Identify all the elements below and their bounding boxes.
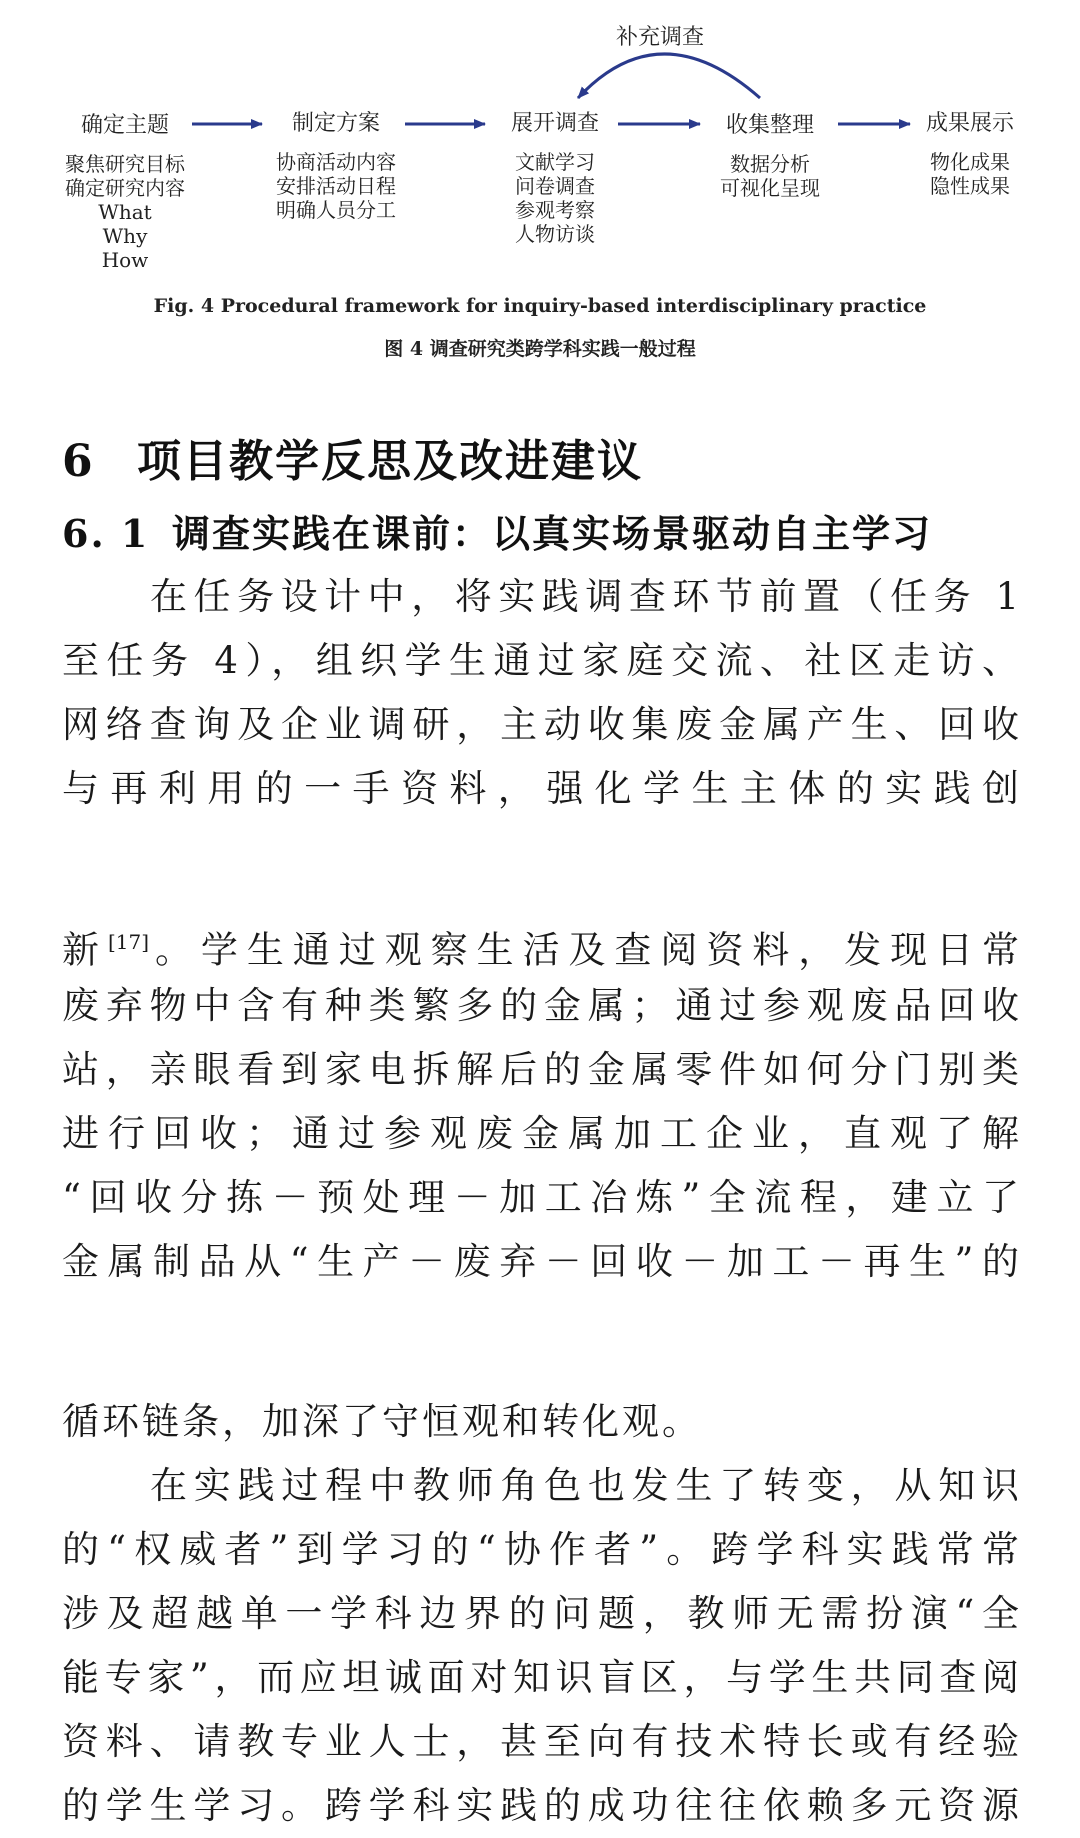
figure-caption-en: Fig. 4 Procedural framework for inquiry-based interdisciplinary practice	[153, 295, 927, 317]
stage-item: 安排活动日程	[276, 174, 396, 198]
text-line: 在任务设计中，将实践调查环节前置（任务 1	[150, 575, 1022, 618]
stage-item: 数据分析	[730, 152, 810, 176]
text-line	[62, 910, 1022, 974]
paragraph-block-1	[62, 565, 1022, 821]
text-fragment: 。学生通过观察生活及查阅资料，发现日常	[149, 928, 1023, 972]
stage-title: 制定方案	[291, 111, 380, 136]
text-line: 废弃物中含有种类繁多的金属；通过参观废品回收	[62, 984, 1022, 1027]
text-line: 涉及超越单一学科边界的问题，教师无需扮演“全	[62, 1592, 1022, 1635]
text-line: “回收分拣－预处理－加工冶炼”全流程，建立了	[62, 1176, 1022, 1219]
stage-1	[15, 112, 235, 272]
paragraph-block-3	[62, 1390, 1022, 1838]
stage-item: 文献学习	[515, 150, 595, 174]
stage-item: 协商活动内容	[276, 150, 396, 174]
citation-ref: [17]	[107, 930, 150, 954]
stage-title: 展开调查	[510, 111, 599, 136]
supplement-arc-arrow	[578, 54, 760, 98]
supplement-label: 补充调查	[615, 25, 704, 50]
section-title: 项目教学反思及改进建议	[137, 436, 643, 487]
stage-item: 明确人员分工	[276, 198, 396, 222]
section-heading	[62, 425, 643, 489]
stage-item: 隐性成果	[930, 174, 1010, 198]
stage-items	[860, 150, 1080, 198]
stage-item: 问卷调查	[515, 174, 595, 198]
stage-title: 成果展示	[925, 111, 1014, 136]
text-line: 资料、请教专业人士，甚至向有技术特长或有经验	[62, 1720, 1022, 1763]
stage-item: 可视化呈现	[720, 176, 820, 200]
text-line: 至任务 4），组织学生通过家庭交流、社区走访、	[62, 639, 1022, 682]
text-line: 循环链条，加深了守恒观和转化观。	[62, 1400, 702, 1443]
text-line: 的学生学习。跨学科实践的成功往往依赖多元资源	[62, 1784, 1022, 1827]
stage-5	[860, 110, 1080, 198]
text-line: 进行回收；通过参观废金属加工企业，直观了解	[62, 1112, 1022, 1155]
stage-item: 人物访谈	[515, 222, 595, 246]
text-line: 能专家”，而应坦诚面对知识盲区，与学生共同查阅	[62, 1656, 1022, 1699]
text-line: 的“权威者”到学习的“协作者”。跨学科实践常常	[62, 1528, 1022, 1571]
stage-item: What	[98, 200, 152, 224]
section-number: 6	[62, 436, 95, 487]
figure-caption-zh: 图 4 调查研究类跨学科实践一般过程	[384, 338, 696, 360]
stage-item: 物化成果	[930, 150, 1010, 174]
text-line: 与再利用的一手资料，强化学生主体的实践创	[62, 767, 1022, 810]
text-line: 站，亲眼看到家电拆解后的金属零件如何分门别类	[62, 1048, 1022, 1091]
subsection-title: 调查实践在课前：以真实场景驱动自主学习	[172, 511, 933, 556]
stage-item: 确定研究内容	[65, 176, 185, 200]
stage-2	[226, 110, 446, 222]
stage-item: 参观考察	[515, 198, 595, 222]
stage-items	[660, 152, 880, 200]
stage-item: How	[101, 248, 149, 272]
stage-title: 收集整理	[725, 113, 814, 138]
text-line: 在实践过程中教师角色也发生了转变，从知识	[150, 1464, 1022, 1507]
stage-title: 确定主题	[80, 113, 169, 138]
stage-items	[226, 150, 446, 222]
stage-item: 聚焦研究目标	[65, 152, 185, 176]
text-line: 网络查询及企业调研，主动收集废金属产生、回收	[62, 703, 1022, 746]
stage-items	[15, 152, 235, 272]
subsection-number: 6. 1	[62, 511, 150, 556]
stage-4	[660, 112, 880, 200]
stage-items	[445, 150, 665, 246]
stage-item: Why	[102, 224, 148, 248]
text-line: 金属制品从“生产－废弃－回收－加工－再生”的	[62, 1240, 1022, 1283]
stage-3	[445, 110, 665, 246]
subsection-heading	[62, 503, 932, 558]
paragraph-block-2	[62, 910, 1022, 1294]
text-fragment: 新	[62, 928, 108, 972]
process-diagram	[0, 0, 1080, 300]
